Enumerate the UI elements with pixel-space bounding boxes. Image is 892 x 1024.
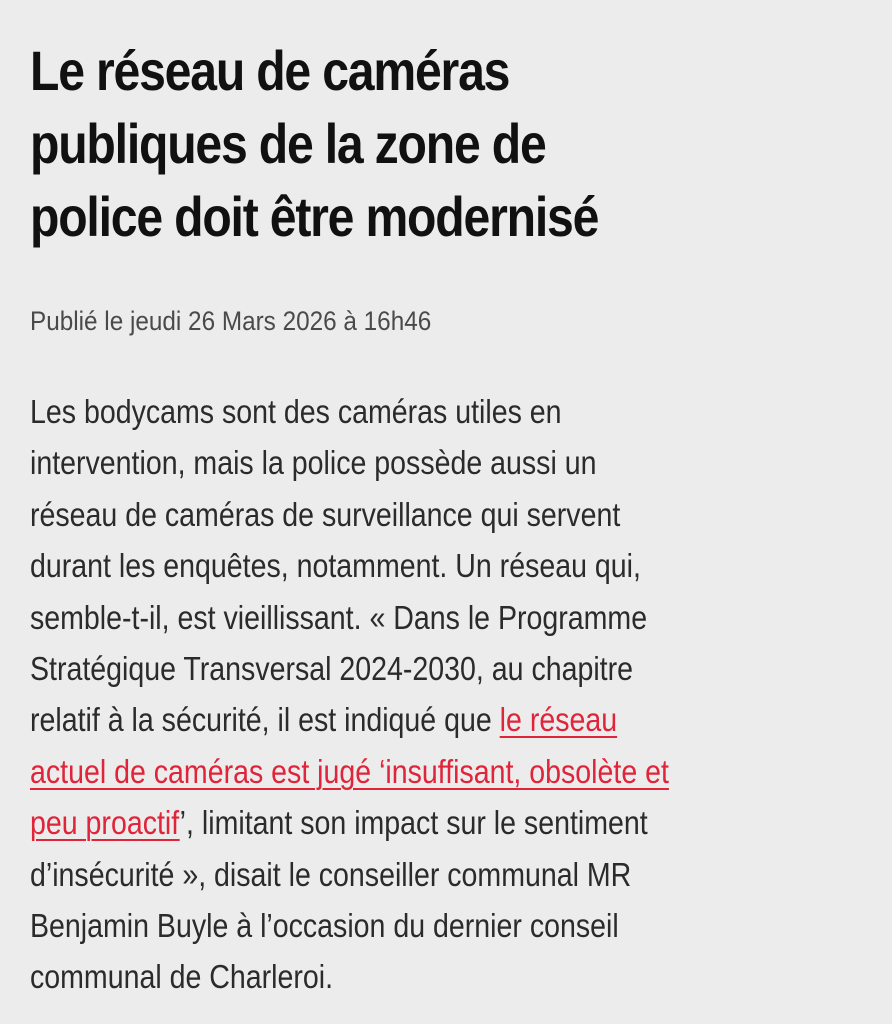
body-text-segment: ’, limitant son impact sur le sentiment bbox=[179, 804, 648, 842]
body-line bbox=[30, 797, 860, 848]
body-line: intervention, mais la police possède aussi un bbox=[30, 444, 597, 482]
body-line: semble-t-il, est vieillissant. « Dans le Programme bbox=[30, 598, 648, 636]
article-headline bbox=[30, 34, 830, 253]
body-line: durant les enquêtes, notamment. Un réseau qui, bbox=[30, 547, 641, 585]
body-line: Benjamin Buyle à l’occasion du dernier conseil bbox=[30, 907, 619, 945]
body-line bbox=[30, 746, 860, 797]
quote-link[interactable]: le réseau bbox=[499, 701, 618, 739]
body-line: réseau de caméras de surveillance qui servent bbox=[30, 495, 621, 533]
headline-line: police doit être modernisé bbox=[30, 185, 599, 248]
quote-link[interactable]: actuel de caméras est jugé ‘insuffisant, obsolète et bbox=[30, 752, 669, 790]
body-line: d’insécurité », disait le conseiller communal MR bbox=[30, 855, 632, 893]
quote-link[interactable]: peu proactif bbox=[30, 804, 180, 842]
body-line: Stratégique Transversal 2024-2030, au chapitre bbox=[30, 650, 633, 688]
body-line: communal de Charleroi. bbox=[30, 958, 334, 996]
body-line bbox=[30, 694, 860, 745]
headline-line: publiques de la zone de bbox=[30, 112, 546, 175]
headline-line: Le réseau de caméras bbox=[30, 39, 510, 102]
article-body bbox=[30, 386, 860, 1003]
body-text-segment: relatif à la sécurité, il est indiqué que bbox=[30, 701, 500, 739]
publication-date: Publié le jeudi 26 Mars 2026 à 16h46 bbox=[30, 306, 432, 336]
body-line: Les bodycams sont des caméras utiles en bbox=[30, 393, 562, 430]
